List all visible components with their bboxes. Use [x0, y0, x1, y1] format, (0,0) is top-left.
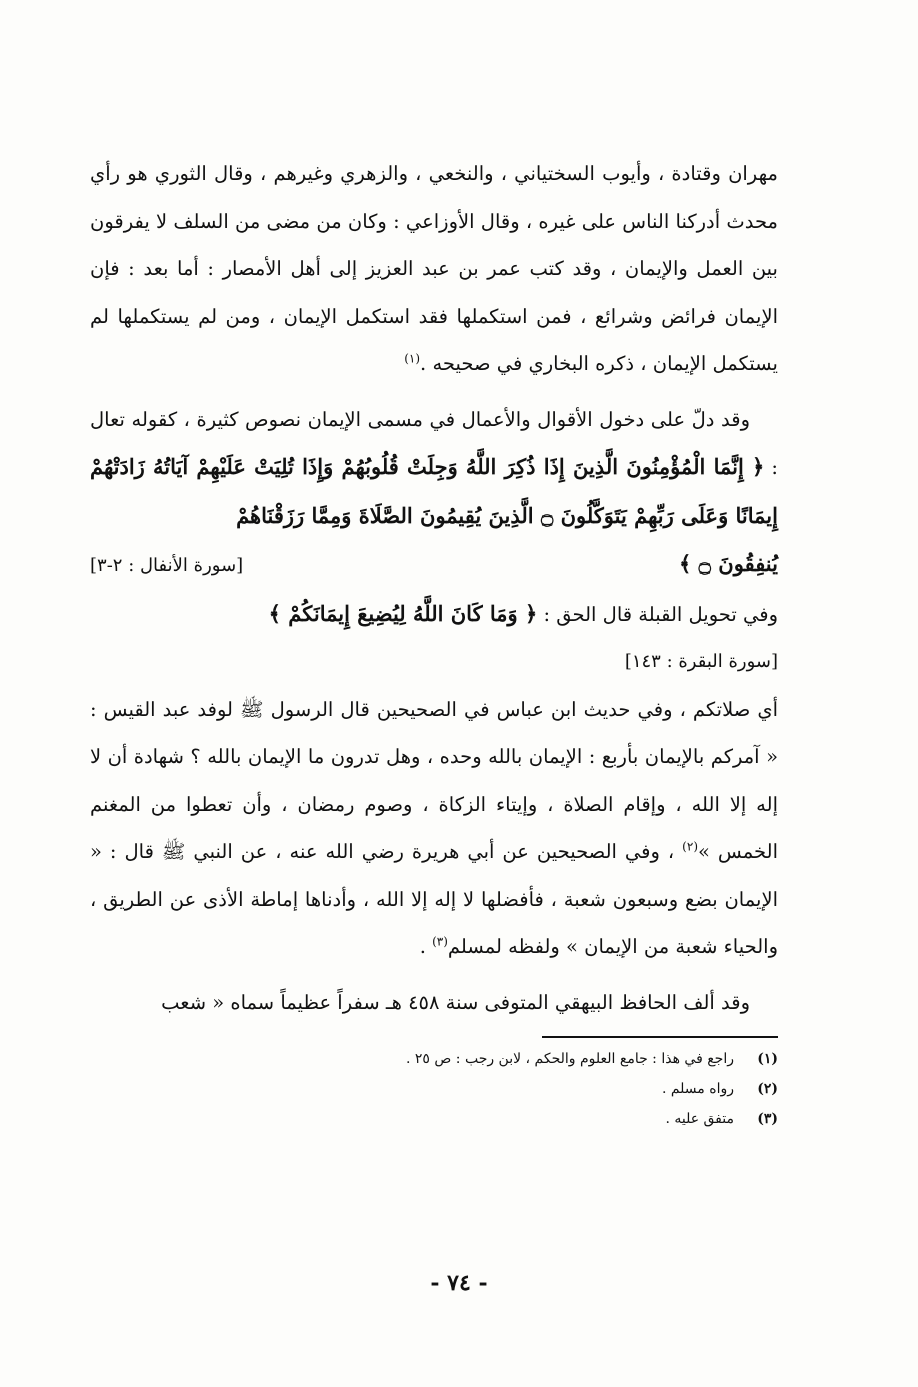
footnote-text: متفق عليه .	[665, 1111, 734, 1127]
footnote-3	[90, 1104, 778, 1134]
footnote-number: (٢)	[757, 1081, 778, 1097]
footnote-2	[90, 1074, 778, 1104]
footnote-number: (١)	[757, 1051, 778, 1067]
paragraph-3	[90, 590, 778, 639]
paragraph-4b-text: ، وفي الصحيحين عن أبي هريرة رضي الله عنه ، عن النبي ﷺ قال : « الإيمان بضع وسبعون شعبة ، فأفضلها لا إله إلا الله ، وأدناها إماطة الأذى عن الطريق ، والحياء شعبة من الإيمان » ولفظه لمسلم	[90, 840, 778, 958]
paragraph-1	[90, 150, 778, 388]
quran-verse-anfal-end: يُنفِقُونَ ۝ ﴾	[679, 551, 778, 576]
paragraph-5: وقد ألف الحافظ البيهقي المتوفى سنة ٤٥٨ هـ سفراً عظيماً سماه « شعب	[161, 990, 750, 1014]
footnote-1	[90, 1044, 778, 1074]
footnote-text: راجع في هذا : جامع العلوم والحكم ، لابن رجب : ص ٢٥ .	[406, 1051, 734, 1067]
paragraph-4	[90, 686, 778, 971]
footnote-ref-1: (١)	[404, 351, 421, 366]
paragraph-4b-end: .	[419, 935, 433, 958]
verse-end-row	[90, 540, 778, 590]
footnote-ref-3: (٣)	[432, 934, 448, 949]
paragraph-4-text: أي صلاتكم ، وفي حديث ابن عباس في الصحيحين قال الرسول ﷺ لوفد عبد القيس : « آمركم بالإيمان بأربع : الإيمان بالله وحده ، وهل تدرون ما الإيمان بالله ؟ شهادة أن لا إله إلا الله ، وإقام الصلاة ، وإيتاء الزكاة ، وصوم رمضان ، وأن تعطوا من المغنم الخمس »	[90, 697, 778, 863]
page-number: - ٧٤ -	[430, 1270, 488, 1296]
quran-verse-baqara: ﴿ وَمَا كَانَ اللَّهُ لِيُضِيعَ إِيمَانَكُمْ ﴾	[268, 600, 538, 626]
footnote-divider	[542, 1036, 778, 1038]
surah-reference-anfal: [سورة الأنفال : ٢-٣]	[90, 555, 244, 576]
footnotes	[90, 1044, 778, 1134]
footnote-text: رواه مسلم .	[661, 1081, 734, 1097]
quran-verse-anfal: ﴿ إِنَّمَا الْمُؤْمِنُونَ الَّذِينَ إِذَا ذُكِرَ اللَّهُ وَجِلَتْ قُلُوبُهُمْ وَإِذَا تُلِيَتْ عَلَيْهِمْ آيَاتُهُ زَادَتْهُمْ إِيمَانًا وَعَلَى رَبِّهِمْ يَتَوَكَّلُونَ ۝ الَّذِينَ يُقِيمُونَ الصَّلَاةَ وَمِمَّا رَزَقْنَاهُمْ	[90, 454, 778, 528]
paragraph-2	[90, 396, 778, 541]
footnote-ref-2: (٢)	[682, 839, 698, 854]
paragraph-1-text: مهران وقتادة ، وأيوب السختياني ، والنخعي ، والزهري وغيرهم ، وقال الثوري هو رأي محدث أدركنا الناس على غيره ، وقال الأوزاعي : وكان من مضى من السلف لا يفرقون بين العمل والإيمان ، وقد كتب عمر بن عبد العزيز إلى أهل الأمصار : أما بعد : فإن الإيمان فرائض وشرائع ، فمن استكملها فقد استكمل الإيمان ، ومن لم يستكملها لم يستكمل الإيمان ، ذكره البخاري في صحيحه .	[90, 162, 778, 375]
surah-reference-row	[90, 638, 778, 686]
paragraph-3-intro: وفي تحويل القبلة قال الحق :	[543, 602, 778, 626]
surah-reference-baqara: [سورة البقرة : ١٤٣]	[624, 651, 778, 672]
page-body	[90, 150, 778, 1134]
footnote-number: (٣)	[757, 1111, 778, 1127]
paragraph-2-intro: وقد دلّ على دخول الأقوال والأعمال في مسمى الإيمان نصوص كثيرة ، كقوله تعال :	[90, 407, 778, 479]
